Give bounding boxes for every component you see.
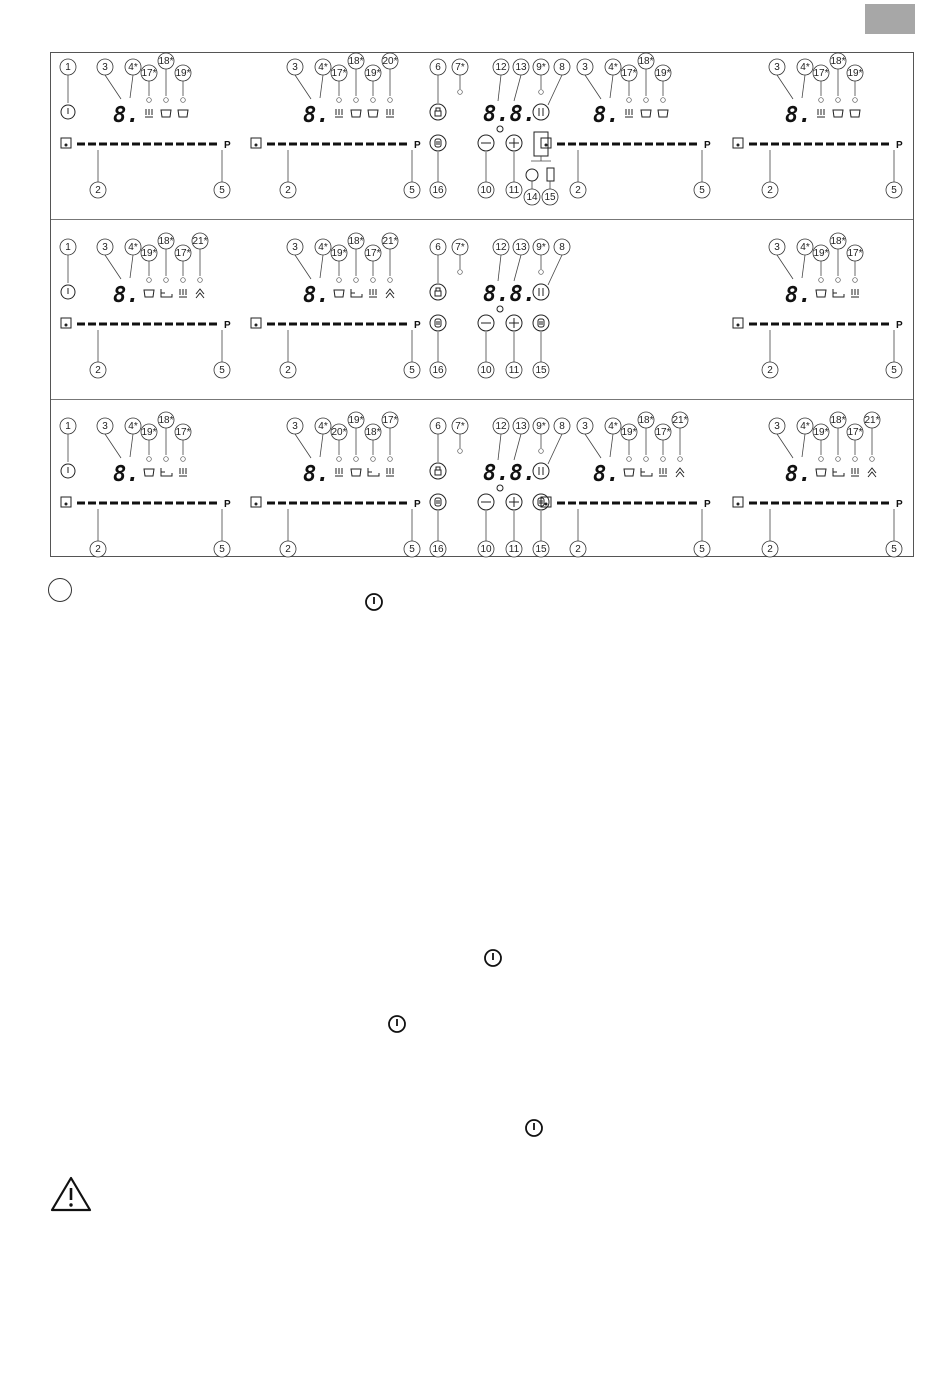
leader-line (130, 255, 133, 278)
indicator-led (853, 278, 858, 283)
callout-label: 19* (141, 248, 157, 259)
indicator-led (337, 98, 342, 103)
callout-label: 10 (480, 185, 492, 196)
callout-label: 3 (582, 62, 588, 73)
indicator-led (870, 457, 875, 462)
options-button-icon-inner (538, 319, 544, 327)
callout-label: 13 (515, 62, 527, 73)
menu-button-icon (430, 315, 446, 331)
callout-label: 2 (95, 365, 101, 376)
callout-label: 4* (318, 242, 328, 253)
menu-button-icon (430, 494, 446, 510)
leader-line (514, 75, 521, 101)
leader-line (498, 75, 501, 101)
leader-line (777, 75, 793, 99)
callout-label: 2 (285, 365, 291, 376)
callout-label: 19* (141, 427, 157, 438)
indicator-led (627, 98, 632, 103)
callout-label: 2 (767, 185, 773, 196)
keep-warm-icon (179, 468, 187, 476)
callout-label: 11 (508, 185, 520, 196)
callout-label: 4* (608, 62, 618, 73)
frying-pan-icon (833, 468, 844, 476)
frying-pan-icon (833, 289, 844, 297)
indicator-led (354, 98, 359, 103)
leader-line (105, 434, 121, 458)
frying-pan-icon (368, 468, 379, 476)
lock-button-icon (430, 104, 446, 120)
zone-position-dot (65, 144, 68, 147)
zone-position-dot (65, 503, 68, 506)
zone-position-dot (255, 324, 258, 327)
pot-icon (816, 469, 826, 476)
indicator-led (853, 457, 858, 462)
power-boost-label: P (224, 499, 231, 510)
leader-line (610, 434, 613, 457)
leader-line (130, 434, 133, 457)
segment-display: 8. (303, 103, 330, 128)
leader-line (320, 434, 323, 457)
callout-label: 14 (526, 192, 538, 203)
callout-label: 7* (455, 62, 465, 73)
callout-label: 17* (655, 427, 671, 438)
indicator-led (198, 278, 203, 283)
callout-label: 20* (382, 56, 398, 67)
callout-label: 17* (175, 248, 191, 259)
pot-icon (850, 110, 860, 117)
callout-label: 17* (621, 68, 637, 79)
callout-label: 4* (800, 242, 810, 253)
segment-display: 8. (785, 462, 812, 487)
pot-icon (144, 469, 154, 476)
callout-label: 7* (455, 242, 465, 253)
boost-chevron-icon (196, 289, 204, 298)
leader-line (514, 255, 521, 281)
indicator-led (164, 278, 169, 283)
callout-label: 8 (559, 421, 565, 432)
callout-label: 5 (219, 544, 225, 555)
callout-label: 3 (774, 242, 780, 253)
leader-line (295, 75, 311, 99)
indicator-led (458, 449, 463, 454)
indicator-led (388, 457, 393, 462)
callout-label: 19* (813, 427, 829, 438)
keep-warm-icon (335, 468, 343, 476)
callout-label: 16 (432, 544, 444, 555)
callout-label: 4* (128, 62, 138, 73)
pot-icon (161, 110, 171, 117)
indicator-led (458, 90, 463, 95)
segment-display: 8.8. (483, 282, 536, 307)
segment-display: 8. (593, 103, 620, 128)
leader-line (498, 434, 501, 460)
callout-label: 21* (864, 415, 880, 426)
callout-label: 17* (175, 427, 191, 438)
zone-position-dot (255, 144, 258, 147)
callout-label: 2 (285, 544, 291, 555)
callout-label: 3 (292, 421, 298, 432)
callout-label: 18* (158, 236, 174, 247)
callout-label: 18* (830, 56, 846, 67)
keep-warm-icon (386, 109, 394, 117)
callout-label: 4* (128, 421, 138, 432)
pot-icon (351, 110, 361, 117)
callout-label: 6 (435, 421, 441, 432)
callout-label: 18* (638, 56, 654, 67)
leader-line (130, 75, 133, 98)
callout-label: 3 (292, 242, 298, 253)
section-marker (48, 578, 72, 602)
indicator-led (337, 457, 342, 462)
callout-label: 9* (536, 242, 546, 253)
page-tab (865, 4, 915, 34)
indicator-led (164, 98, 169, 103)
callout-label: 5 (891, 185, 897, 196)
indicator-led (388, 98, 393, 103)
indicator-led (181, 98, 186, 103)
indicator-led (181, 278, 186, 283)
callout-label: 13 (515, 242, 527, 253)
keep-warm-icon (179, 289, 187, 297)
segment-display: 8. (593, 462, 620, 487)
power-boost-label: P (896, 499, 903, 510)
leader-line (295, 255, 311, 279)
callout-label: 18* (158, 56, 174, 67)
callout-label: 4* (800, 62, 810, 73)
frying-pan-icon (351, 289, 362, 297)
callout-label: 6 (435, 62, 441, 73)
leader-line (585, 75, 601, 99)
callout-label: 18* (830, 415, 846, 426)
callout-label: 16 (432, 365, 444, 376)
power-boost-label: P (704, 499, 711, 510)
indicator-led (819, 457, 824, 462)
menu-button-icon (430, 135, 446, 151)
leader-line (585, 434, 601, 458)
indicator-led (819, 278, 824, 283)
callout-label: 19* (331, 248, 347, 259)
callout-label: 2 (767, 544, 773, 555)
indicator-led (147, 457, 152, 462)
leader-line (610, 75, 613, 98)
power-boost-label: P (414, 499, 421, 510)
leader-line (295, 434, 311, 458)
zone-position-dot (737, 144, 740, 147)
callout-label: 3 (102, 421, 108, 432)
lock-body (435, 470, 441, 475)
callout-label: 3 (774, 62, 780, 73)
frying-pan-icon (641, 468, 652, 476)
power-boost-label: P (896, 320, 903, 331)
leader-line (548, 75, 562, 105)
indicator-led (388, 278, 393, 283)
callout-label: 12 (495, 421, 507, 432)
pot-icon (368, 110, 378, 117)
pot-icon (816, 290, 826, 297)
zone-position-dot (65, 324, 68, 327)
callout-label: 19* (175, 68, 191, 79)
callout-label: 18* (638, 415, 654, 426)
callout-label: 2 (95, 544, 101, 555)
leader-line (514, 434, 521, 460)
callout-label: 21* (672, 415, 688, 426)
indicator-led (836, 98, 841, 103)
leader-line (105, 255, 121, 279)
keep-warm-icon (386, 468, 394, 476)
boost-chevron-icon (386, 289, 394, 298)
callout-label: 2 (95, 185, 101, 196)
frying-pan-icon (161, 468, 172, 476)
leader-line (320, 75, 323, 98)
bridge-split-icon (547, 168, 554, 181)
leader-line (498, 255, 501, 281)
callout-label: 20* (331, 427, 347, 438)
zone-position-dot (737, 324, 740, 327)
indicator-led (147, 278, 152, 283)
callout-label: 2 (285, 185, 291, 196)
segment-display: 8. (303, 283, 330, 308)
callout-label: 10 (480, 365, 492, 376)
keep-warm-icon (851, 289, 859, 297)
indicator-led (354, 457, 359, 462)
callout-label: 6 (435, 242, 441, 253)
keep-warm-icon (817, 109, 825, 117)
indicator-led (627, 457, 632, 462)
callout-label: 5 (219, 365, 225, 376)
indicator-led (371, 278, 376, 283)
power-boost-label: P (414, 320, 421, 331)
power-boost-label: P (224, 320, 231, 331)
callout-label: 5 (409, 365, 415, 376)
pot-icon (833, 110, 843, 117)
control-panel-diagram (50, 52, 914, 557)
indicator-led (371, 457, 376, 462)
pot-icon (624, 469, 634, 476)
leader-line (802, 75, 805, 98)
segment-display: 8. (113, 462, 140, 487)
callout-label: 1 (65, 242, 71, 253)
segment-display: 8.8. (483, 102, 536, 127)
callout-label: 15 (535, 544, 547, 555)
pot-icon (178, 110, 188, 117)
callout-label: 15 (535, 365, 547, 376)
callout-label: 9* (536, 62, 546, 73)
menu-button-icon-inner (435, 498, 441, 506)
leader-line (802, 255, 805, 278)
callout-label: 19* (847, 68, 863, 79)
callout-label: 3 (774, 421, 780, 432)
keep-warm-icon (145, 109, 153, 117)
indicator-led (644, 98, 649, 103)
callout-label: 4* (318, 421, 328, 432)
callout-label: 3 (292, 62, 298, 73)
keep-warm-icon (659, 468, 667, 476)
indicator-led (836, 457, 841, 462)
options-button-icon (533, 315, 549, 331)
indicator-led (337, 278, 342, 283)
power-icon (387, 1014, 407, 1034)
callout-label: 8 (559, 62, 565, 73)
callout-label: 19* (365, 68, 381, 79)
callout-label: 21* (382, 236, 398, 247)
indicator-led (853, 98, 858, 103)
leader-line (777, 434, 793, 458)
power-icon (364, 592, 384, 612)
callout-label: 5 (409, 544, 415, 555)
callout-label: 11 (508, 365, 520, 376)
power-boost-label: P (224, 140, 231, 151)
callout-label: 4* (608, 421, 618, 432)
callout-label: 8 (559, 242, 565, 253)
callout-label: 2 (575, 544, 581, 555)
segment-display: 8. (785, 283, 812, 308)
callout-label: 5 (891, 365, 897, 376)
lock-button-icon (430, 284, 446, 300)
callout-label: 18* (830, 236, 846, 247)
segment-display: 8.8. (483, 461, 536, 486)
indicator-led (181, 457, 186, 462)
zone-position-dot (545, 503, 548, 506)
callout-label: 5 (891, 544, 897, 555)
callout-label: 18* (348, 236, 364, 247)
warning-triangle-icon (50, 1176, 92, 1212)
callout-label: 5 (219, 185, 225, 196)
keep-warm-icon (625, 109, 633, 117)
callout-label: 18* (348, 56, 364, 67)
callout-label: 13 (515, 421, 527, 432)
callout-label: 19* (813, 248, 829, 259)
callout-label: 3 (102, 62, 108, 73)
callout-label: 17* (141, 68, 157, 79)
indicator-led (661, 457, 666, 462)
callout-label: 19* (621, 427, 637, 438)
frying-pan-icon (161, 289, 172, 297)
callout-label: 10 (480, 544, 492, 555)
leader-line (320, 255, 323, 278)
indicator-led (458, 270, 463, 275)
segment-display: 8. (785, 103, 812, 128)
keep-warm-icon (369, 289, 377, 297)
callout-label: 2 (575, 185, 581, 196)
indicator-led (836, 278, 841, 283)
pot-icon (144, 290, 154, 297)
pot-icon (351, 469, 361, 476)
control-panel-svg (51, 53, 915, 558)
callout-label: 17* (365, 248, 381, 259)
indicator-led (539, 270, 544, 275)
indicator-led (147, 98, 152, 103)
power-boost-label: P (704, 140, 711, 151)
leader-line (105, 75, 121, 99)
menu-button-icon-inner (435, 319, 441, 327)
callout-label: 16 (432, 185, 444, 196)
callout-label: 15 (544, 192, 556, 203)
power-icon (483, 948, 503, 968)
keep-warm-icon (851, 468, 859, 476)
callout-label: 4* (318, 62, 328, 73)
indicator-led (644, 457, 649, 462)
indicator-led (678, 457, 683, 462)
lock-body (435, 111, 441, 116)
callout-label: 12 (495, 62, 507, 73)
callout-label: 5 (699, 544, 705, 555)
bridge-toggle-icon (526, 169, 538, 181)
segment-display: 8. (113, 103, 140, 128)
callout-label: 18* (365, 427, 381, 438)
power-boost-label: P (896, 140, 903, 151)
zone-position-dot (255, 503, 258, 506)
pot-icon (658, 110, 668, 117)
indicator-led (354, 278, 359, 283)
callout-label: 1 (65, 421, 71, 432)
callout-label: 17* (382, 415, 398, 426)
callout-label: 17* (813, 68, 829, 79)
pot-icon (334, 290, 344, 297)
indicator-led (661, 98, 666, 103)
callout-label: 11 (508, 544, 520, 555)
segment-display: 8. (303, 462, 330, 487)
boost-chevron-icon (676, 468, 684, 477)
callout-label: 18* (158, 415, 174, 426)
menu-button-icon-inner (435, 139, 441, 147)
leader-line (548, 434, 562, 464)
lock-body (435, 291, 441, 296)
callout-label: 3 (582, 421, 588, 432)
leader-line (548, 255, 562, 285)
lock-button-icon (430, 463, 446, 479)
callout-label: 9* (536, 421, 546, 432)
callout-label: 5 (699, 185, 705, 196)
callout-label: 7* (455, 421, 465, 432)
leader-line (777, 255, 793, 279)
callout-label: 12 (495, 242, 507, 253)
segment-display: 8. (113, 283, 140, 308)
callout-label: 1 (65, 62, 71, 73)
keep-warm-icon (335, 109, 343, 117)
indicator-led (539, 449, 544, 454)
indicator-led (819, 98, 824, 103)
callout-label: 17* (847, 248, 863, 259)
power-icon (524, 1118, 544, 1138)
zone-position-dot (737, 503, 740, 506)
boost-chevron-icon (868, 468, 876, 477)
callout-label: 21* (192, 236, 208, 247)
callout-label: 4* (128, 242, 138, 253)
callout-label: 2 (767, 365, 773, 376)
callout-label: 5 (409, 185, 415, 196)
zone-position-dot (545, 144, 548, 147)
callout-label: 17* (331, 68, 347, 79)
indicator-led (371, 98, 376, 103)
indicator-led (164, 457, 169, 462)
pot-icon (641, 110, 651, 117)
indicator-led (539, 90, 544, 95)
power-boost-label: P (414, 140, 421, 151)
callout-label: 19* (348, 415, 364, 426)
callout-label: 4* (800, 421, 810, 432)
callout-label: 19* (655, 68, 671, 79)
callout-label: 3 (102, 242, 108, 253)
leader-line (802, 434, 805, 457)
callout-label: 17* (847, 427, 863, 438)
